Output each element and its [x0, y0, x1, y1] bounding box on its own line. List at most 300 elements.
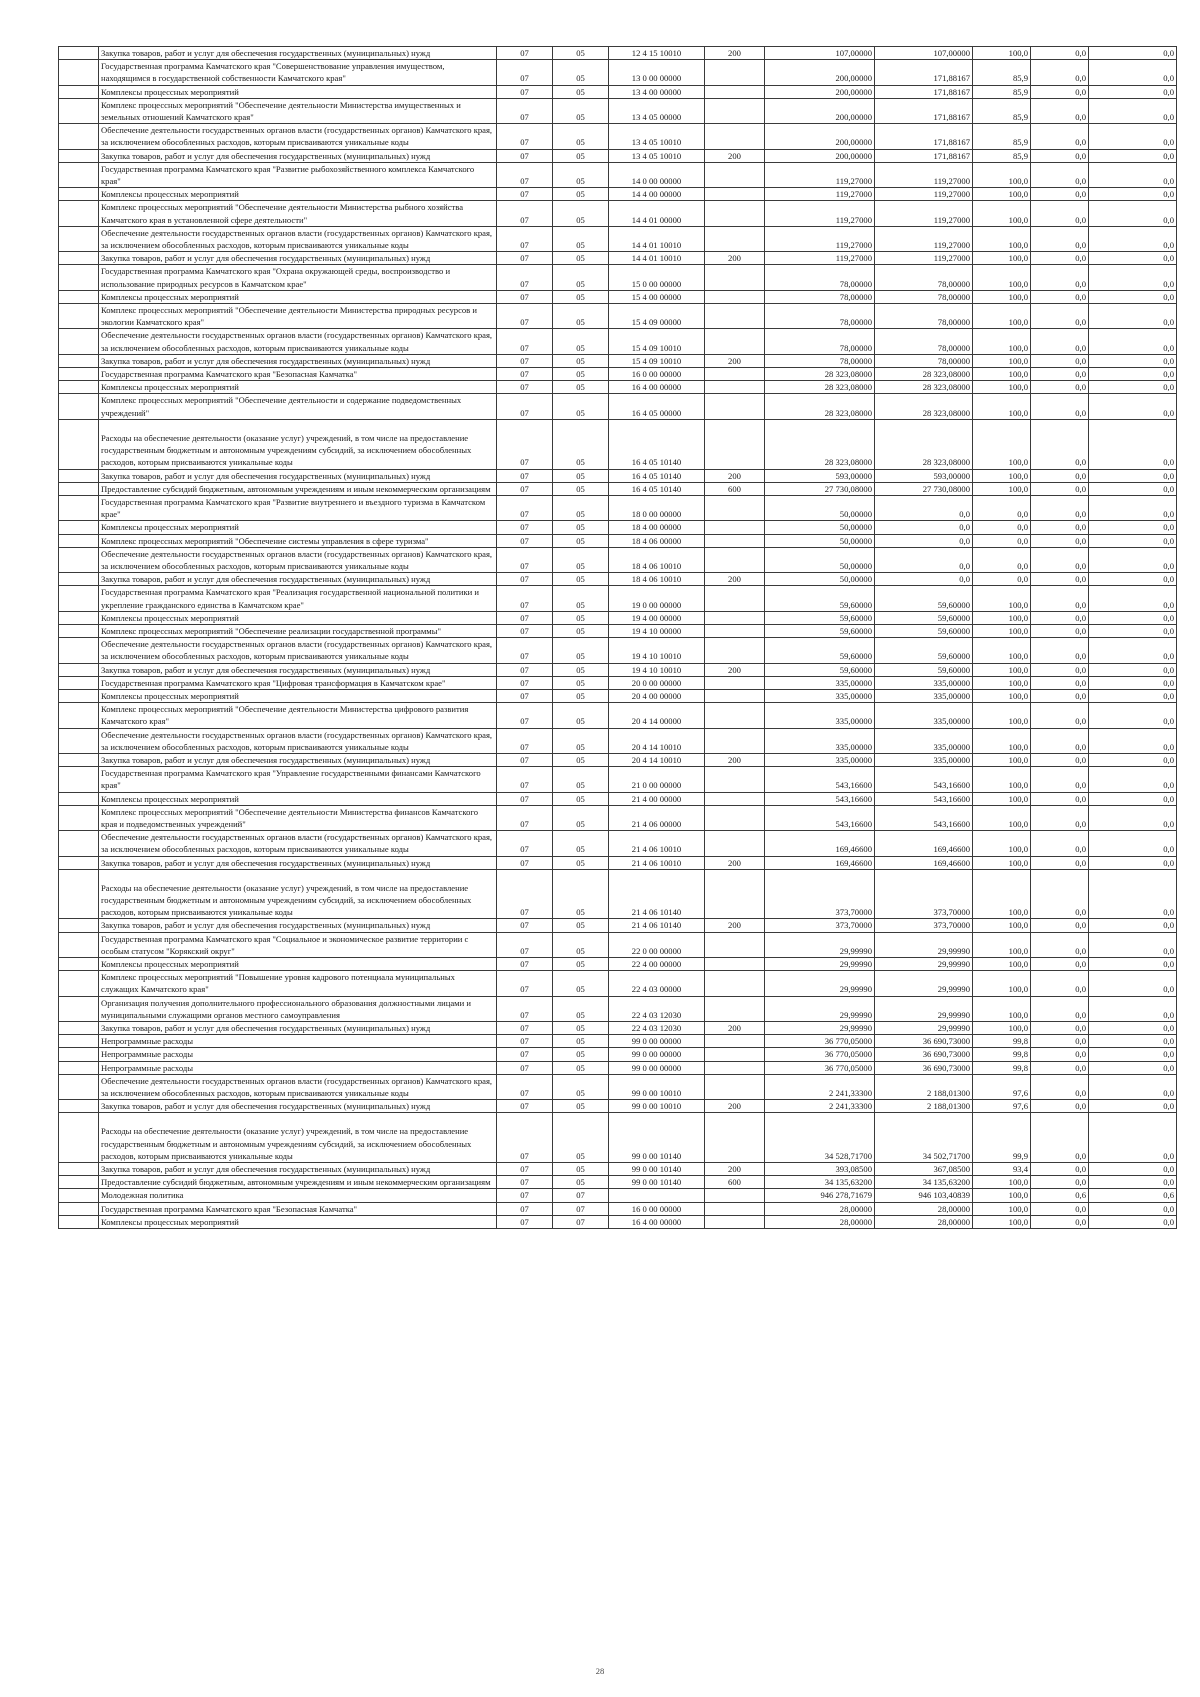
cell-share-2: 0,0	[1089, 805, 1177, 830]
cell-expense-type	[705, 547, 765, 572]
cell-target-article: 15 4 09 10010	[609, 329, 705, 354]
cell-subsection: 05	[553, 792, 609, 805]
cell-target-article: 12 4 15 10010	[609, 47, 705, 60]
cell-share-2: 0,0	[1089, 638, 1177, 663]
cell-target-article: 21 4 06 10140	[609, 869, 705, 919]
cell-section: 07	[497, 971, 553, 996]
cell-executed: 28 323,08000	[875, 419, 973, 469]
cell-share-1: 0,0	[1031, 919, 1089, 932]
cell-blank	[59, 996, 99, 1021]
cell-target-article: 19 4 00 00000	[609, 611, 705, 624]
cell-blank	[59, 856, 99, 869]
cell-target-article: 18 4 06 10010	[609, 573, 705, 586]
cell-executed: 78,00000	[875, 354, 973, 367]
cell-section: 07	[497, 676, 553, 689]
cell-target-article: 16 0 00 00000	[609, 1202, 705, 1215]
cell-share-2: 0,0	[1089, 1074, 1177, 1099]
table-row	[59, 354, 1177, 367]
cell-name: Комплексы процессных мероприятий	[99, 85, 497, 98]
cell-section: 07	[497, 1215, 553, 1228]
cell-executed: 543,16600	[875, 767, 973, 792]
cell-planned: 59,60000	[765, 624, 875, 637]
cell-share-1: 0,0	[1031, 534, 1089, 547]
cell-share-1: 0,0	[1031, 1022, 1089, 1035]
cell-subsection: 05	[553, 47, 609, 60]
cell-blank	[59, 85, 99, 98]
cell-share-1: 0,0	[1031, 792, 1089, 805]
cell-blank	[59, 304, 99, 329]
cell-target-article: 20 4 00 00000	[609, 689, 705, 702]
cell-target-article: 21 0 00 00000	[609, 767, 705, 792]
cell-percent: 100,0	[973, 188, 1031, 201]
cell-executed: 169,46600	[875, 831, 973, 856]
cell-expense-type	[705, 805, 765, 830]
cell-blank	[59, 638, 99, 663]
cell-name: Комплекс процессных мероприятий "Обеспечение деятельности Министерства природных ресурсов и экологии Камчатского края"	[99, 304, 497, 329]
cell-share-2: 0,0	[1089, 252, 1177, 265]
cell-blank	[59, 611, 99, 624]
cell-expense-type	[705, 624, 765, 637]
cell-share-2: 0,0	[1089, 703, 1177, 728]
cell-percent: 0,0	[973, 573, 1031, 586]
cell-percent: 100,0	[973, 663, 1031, 676]
cell-percent: 85,9	[973, 124, 1031, 149]
cell-blank	[59, 534, 99, 547]
cell-name: Обеспечение деятельности государственных органов власти (государственных органов) Камчатского края, за исключением обособленных расходов, которым присваиваются уникальные коды	[99, 638, 497, 663]
cell-share-2: 0,0	[1089, 1202, 1177, 1215]
cell-subsection: 05	[553, 586, 609, 611]
cell-section: 07	[497, 689, 553, 702]
cell-target-article: 16 4 00 00000	[609, 1215, 705, 1228]
cell-section: 07	[497, 728, 553, 753]
cell-percent: 100,0	[973, 831, 1031, 856]
cell-target-article: 18 0 00 00000	[609, 495, 705, 520]
cell-blank	[59, 265, 99, 290]
cell-planned: 335,00000	[765, 689, 875, 702]
cell-section: 07	[497, 1202, 553, 1215]
page-number: 28	[595, 1666, 605, 1676]
cell-executed: 119,27000	[875, 162, 973, 187]
cell-percent: 100,0	[973, 586, 1031, 611]
cell-share-1: 0,0	[1031, 958, 1089, 971]
cell-planned: 50,00000	[765, 547, 875, 572]
cell-target-article: 14 0 00 00000	[609, 162, 705, 187]
cell-blank	[59, 586, 99, 611]
table-row	[59, 98, 1177, 123]
cell-expense-type	[705, 85, 765, 98]
table-row	[59, 419, 1177, 469]
cell-share-1: 0,0	[1031, 611, 1089, 624]
cell-section: 07	[497, 586, 553, 611]
cell-target-article: 99 0 00 10140	[609, 1163, 705, 1176]
cell-share-2: 0,0	[1089, 124, 1177, 149]
cell-subsection: 05	[553, 188, 609, 201]
cell-subsection: 05	[553, 98, 609, 123]
cell-subsection: 07	[553, 1215, 609, 1228]
cell-percent: 100,0	[973, 469, 1031, 482]
cell-percent: 100,0	[973, 805, 1031, 830]
cell-expense-type: 200	[705, 663, 765, 676]
cell-subsection: 05	[553, 919, 609, 932]
cell-share-1: 0,0	[1031, 381, 1089, 394]
cell-subsection: 05	[553, 124, 609, 149]
cell-expense-type	[705, 728, 765, 753]
cell-expense-type	[705, 1113, 765, 1163]
cell-share-2: 0,0	[1089, 98, 1177, 123]
cell-subsection: 05	[553, 753, 609, 766]
cell-planned: 36 770,05000	[765, 1035, 875, 1048]
cell-target-article: 21 4 06 00000	[609, 805, 705, 830]
cell-planned: 29,99990	[765, 932, 875, 957]
cell-expense-type	[705, 98, 765, 123]
cell-planned: 78,00000	[765, 354, 875, 367]
cell-subsection: 05	[553, 1061, 609, 1074]
cell-blank	[59, 971, 99, 996]
cell-section: 07	[497, 381, 553, 394]
cell-blank	[59, 753, 99, 766]
cell-executed: 28 323,08000	[875, 381, 973, 394]
cell-expense-type	[705, 1074, 765, 1099]
cell-section: 07	[497, 1074, 553, 1099]
cell-section: 07	[497, 869, 553, 919]
cell-blank	[59, 419, 99, 469]
cell-executed: 335,00000	[875, 703, 973, 728]
cell-subsection: 05	[553, 329, 609, 354]
cell-executed: 29,99990	[875, 1022, 973, 1035]
cell-target-article: 99 0 00 00000	[609, 1035, 705, 1048]
cell-executed: 29,99990	[875, 971, 973, 996]
cell-name: Комплекс процессных мероприятий "Повышение уровня кадрового потенциала муниципальных служащих Камчатского края"	[99, 971, 497, 996]
cell-expense-type	[705, 1215, 765, 1228]
cell-section: 07	[497, 663, 553, 676]
cell-share-2: 0,0	[1089, 728, 1177, 753]
cell-name: Государственная программа Камчатского края "Управление государственными финансами Камчатского края"	[99, 767, 497, 792]
cell-percent: 100,0	[973, 290, 1031, 303]
cell-expense-type: 200	[705, 469, 765, 482]
cell-executed: 107,00000	[875, 47, 973, 60]
cell-blank	[59, 1176, 99, 1189]
cell-percent: 100,0	[973, 329, 1031, 354]
cell-expense-type: 600	[705, 1176, 765, 1189]
cell-planned: 36 770,05000	[765, 1048, 875, 1061]
cell-expense-type	[705, 1061, 765, 1074]
table-row	[59, 47, 1177, 60]
cell-name: Комплексы процессных мероприятий	[99, 381, 497, 394]
cell-name: Молодежная политика	[99, 1189, 497, 1202]
table-row	[59, 1113, 1177, 1163]
cell-share-1: 0,0	[1031, 1035, 1089, 1048]
cell-target-article: 21 4 06 10010	[609, 856, 705, 869]
table-row	[59, 767, 1177, 792]
cell-executed: 373,70000	[875, 869, 973, 919]
cell-target-article: 14 4 01 00000	[609, 201, 705, 226]
table-row	[59, 381, 1177, 394]
table-row	[59, 1202, 1177, 1215]
cell-planned: 50,00000	[765, 534, 875, 547]
cell-section: 07	[497, 534, 553, 547]
cell-percent: 100,0	[973, 1202, 1031, 1215]
cell-blank	[59, 1202, 99, 1215]
table-row	[59, 60, 1177, 85]
cell-planned: 27 730,08000	[765, 482, 875, 495]
cell-executed: 373,70000	[875, 919, 973, 932]
cell-share-2: 0,0	[1089, 958, 1177, 971]
cell-share-1: 0,0	[1031, 689, 1089, 702]
cell-section: 07	[497, 1100, 553, 1113]
cell-target-article: 21 4 06 10010	[609, 831, 705, 856]
cell-planned: 119,27000	[765, 201, 875, 226]
cell-subsection: 05	[553, 767, 609, 792]
cell-percent: 100,0	[973, 611, 1031, 624]
cell-expense-type	[705, 996, 765, 1021]
cell-share-2: 0,0	[1089, 47, 1177, 60]
cell-expense-type	[705, 1202, 765, 1215]
table-row	[59, 1215, 1177, 1228]
cell-name: Расходы на обеспечение деятельности (оказание услуг) учреждений, в том числе на предоставление государственным бюджетным и автономным учреждениям субсидий, за исключением обособленных расходов, которым присваиваются уникальные коды	[99, 419, 497, 469]
cell-expense-type: 200	[705, 573, 765, 586]
cell-blank	[59, 869, 99, 919]
cell-planned: 200,00000	[765, 124, 875, 149]
cell-subsection: 07	[553, 1202, 609, 1215]
cell-planned: 200,00000	[765, 98, 875, 123]
cell-expense-type	[705, 162, 765, 187]
cell-executed: 335,00000	[875, 689, 973, 702]
cell-percent: 100,0	[973, 265, 1031, 290]
cell-percent: 100,0	[973, 958, 1031, 971]
cell-target-article: 99 0 00 10140	[609, 1113, 705, 1163]
cell-share-2: 0,0	[1089, 495, 1177, 520]
cell-name: Государственная программа Камчатского края "Совершенствование управления имуществом, находящимся в государственной собственности Камчатского края"	[99, 60, 497, 85]
cell-blank	[59, 767, 99, 792]
cell-executed: 119,27000	[875, 252, 973, 265]
cell-blank	[59, 792, 99, 805]
table-row	[59, 1048, 1177, 1061]
cell-planned: 200,00000	[765, 149, 875, 162]
table-row	[59, 573, 1177, 586]
table-row	[59, 831, 1177, 856]
cell-percent: 0,0	[973, 534, 1031, 547]
cell-planned: 50,00000	[765, 573, 875, 586]
cell-name: Предоставление субсидий бюджетным, автономным учреждениям и иным некоммерческим организациям	[99, 1176, 497, 1189]
cell-expense-type: 200	[705, 919, 765, 932]
cell-name: Комплексы процессных мероприятий	[99, 290, 497, 303]
cell-name: Предоставление субсидий бюджетным, автономным учреждениям и иным некоммерческим организациям	[99, 482, 497, 495]
cell-expense-type: 600	[705, 482, 765, 495]
cell-executed: 169,46600	[875, 856, 973, 869]
table-row	[59, 919, 1177, 932]
cell-share-1: 0,0	[1031, 547, 1089, 572]
cell-share-1: 0,0	[1031, 753, 1089, 766]
cell-share-2: 0,0	[1089, 381, 1177, 394]
cell-expense-type: 200	[705, 753, 765, 766]
cell-expense-type	[705, 1035, 765, 1048]
table-row	[59, 521, 1177, 534]
cell-planned: 78,00000	[765, 304, 875, 329]
cell-planned: 119,27000	[765, 226, 875, 251]
cell-subsection: 05	[553, 1163, 609, 1176]
cell-percent: 99,8	[973, 1035, 1031, 1048]
cell-section: 07	[497, 856, 553, 869]
cell-blank	[59, 676, 99, 689]
cell-planned: 335,00000	[765, 676, 875, 689]
cell-share-2: 0,0	[1089, 201, 1177, 226]
cell-expense-type	[705, 689, 765, 702]
cell-section: 07	[497, 831, 553, 856]
table-row	[59, 689, 1177, 702]
cell-blank	[59, 521, 99, 534]
cell-blank	[59, 1061, 99, 1074]
cell-name: Комплекс процессных мероприятий "Обеспечение системы управления в сфере туризма"	[99, 534, 497, 547]
cell-target-article: 16 4 05 10140	[609, 482, 705, 495]
cell-percent: 100,0	[973, 919, 1031, 932]
cell-share-1: 0,0	[1031, 201, 1089, 226]
cell-section: 07	[497, 1113, 553, 1163]
cell-expense-type	[705, 419, 765, 469]
table-row	[59, 1189, 1177, 1202]
table-row	[59, 958, 1177, 971]
cell-target-article: 16 4 00 00000	[609, 381, 705, 394]
cell-subsection: 05	[553, 534, 609, 547]
cell-share-2: 0,0	[1089, 1163, 1177, 1176]
cell-subsection: 05	[553, 689, 609, 702]
cell-subsection: 05	[553, 521, 609, 534]
cell-subsection: 05	[553, 201, 609, 226]
cell-executed: 0,0	[875, 534, 973, 547]
cell-blank	[59, 290, 99, 303]
cell-target-article: 99 0 00 10010	[609, 1074, 705, 1099]
cell-blank	[59, 368, 99, 381]
cell-percent: 100,0	[973, 1176, 1031, 1189]
cell-target-article: 13 4 00 00000	[609, 85, 705, 98]
cell-name: Государственная программа Камчатского края "Реализация государственной национальной политики и укрепление гражданского единства в Камчатском крае"	[99, 586, 497, 611]
cell-executed: 59,60000	[875, 624, 973, 637]
cell-blank	[59, 1048, 99, 1061]
cell-name: Непрограммные расходы	[99, 1061, 497, 1074]
cell-planned: 28 323,08000	[765, 419, 875, 469]
cell-share-2: 0,0	[1089, 469, 1177, 482]
cell-subsection: 05	[553, 1074, 609, 1099]
cell-expense-type	[705, 495, 765, 520]
cell-share-1: 0,0	[1031, 1176, 1089, 1189]
cell-executed: 0,0	[875, 521, 973, 534]
table-row	[59, 1163, 1177, 1176]
cell-share-1: 0,0	[1031, 47, 1089, 60]
cell-target-article: 22 4 03 00000	[609, 971, 705, 996]
cell-percent: 100,0	[973, 394, 1031, 419]
cell-planned: 50,00000	[765, 521, 875, 534]
cell-target-article: 22 4 00 00000	[609, 958, 705, 971]
cell-executed: 27 730,08000	[875, 482, 973, 495]
cell-executed: 946 103,40839	[875, 1189, 973, 1202]
cell-subsection: 05	[553, 419, 609, 469]
cell-percent: 99,8	[973, 1048, 1031, 1061]
cell-share-1: 0,0	[1031, 1061, 1089, 1074]
cell-blank	[59, 919, 99, 932]
cell-subsection: 05	[553, 869, 609, 919]
cell-planned: 169,46600	[765, 856, 875, 869]
cell-blank	[59, 1189, 99, 1202]
cell-share-2: 0,0	[1089, 1215, 1177, 1228]
table-row	[59, 534, 1177, 547]
cell-name: Закупка товаров, работ и услуг для обеспечения государственных (муниципальных) нужд	[99, 354, 497, 367]
cell-planned: 34 135,63200	[765, 1176, 875, 1189]
cell-percent: 100,0	[973, 624, 1031, 637]
cell-blank	[59, 831, 99, 856]
cell-expense-type	[705, 201, 765, 226]
cell-executed: 34 502,71700	[875, 1113, 973, 1163]
cell-expense-type: 200	[705, 47, 765, 60]
cell-executed: 28,00000	[875, 1215, 973, 1228]
cell-name: Закупка товаров, работ и услуг для обеспечения государственных (муниципальных) нужд	[99, 1100, 497, 1113]
cell-blank	[59, 201, 99, 226]
cell-section: 07	[497, 521, 553, 534]
cell-share-1: 0,0	[1031, 252, 1089, 265]
cell-subsection: 05	[553, 624, 609, 637]
cell-name: Расходы на обеспечение деятельности (оказание услуг) учреждений, в том числе на предоставление государственным бюджетным и автономным учреждениям субсидий, за исключением обособленных расходов, которым присваиваются уникальные коды	[99, 1113, 497, 1163]
cell-executed: 2 188,01300	[875, 1074, 973, 1099]
cell-expense-type	[705, 831, 765, 856]
table-row	[59, 1074, 1177, 1099]
cell-planned: 119,27000	[765, 188, 875, 201]
cell-name: Обеспечение деятельности государственных органов власти (государственных органов) Камчатского края, за исключением обособленных расходов, которым присваиваются уникальные коды	[99, 124, 497, 149]
cell-name: Комплекс процессных мероприятий "Обеспечение деятельности и содержание подведомственных учреждений"	[99, 394, 497, 419]
cell-planned: 169,46600	[765, 831, 875, 856]
cell-blank	[59, 381, 99, 394]
cell-percent: 100,0	[973, 767, 1031, 792]
cell-share-2: 0,0	[1089, 394, 1177, 419]
cell-executed: 59,60000	[875, 611, 973, 624]
cell-section: 07	[497, 996, 553, 1021]
cell-name: Обеспечение деятельности государственных органов власти (государственных органов) Камчатского края, за исключением обособленных расходов, которым присваиваются уникальные коды	[99, 226, 497, 251]
cell-target-article: 14 4 00 00000	[609, 188, 705, 201]
cell-subsection: 05	[553, 304, 609, 329]
cell-section: 07	[497, 805, 553, 830]
cell-executed: 543,16600	[875, 792, 973, 805]
cell-blank	[59, 162, 99, 187]
cell-name: Обеспечение деятельности государственных органов власти (государственных органов) Камчатского края, за исключением обособленных расходов, которым присваиваются уникальные коды	[99, 831, 497, 856]
cell-section: 07	[497, 226, 553, 251]
cell-expense-type: 200	[705, 856, 765, 869]
cell-subsection: 05	[553, 547, 609, 572]
cell-executed: 335,00000	[875, 753, 973, 766]
cell-share-2: 0,0	[1089, 368, 1177, 381]
cell-expense-type	[705, 611, 765, 624]
cell-executed: 34 135,63200	[875, 1176, 973, 1189]
cell-expense-type	[705, 932, 765, 957]
cell-share-2: 0,0	[1089, 419, 1177, 469]
cell-subsection: 05	[553, 573, 609, 586]
cell-percent: 100,0	[973, 1189, 1031, 1202]
cell-target-article	[609, 1189, 705, 1202]
cell-name: Государственная программа Камчатского края "Охрана окружающей среды, воспроизводство и использование природных ресурсов в Камчатском крае"	[99, 265, 497, 290]
cell-share-2: 0,0	[1089, 932, 1177, 957]
cell-blank	[59, 1113, 99, 1163]
cell-section: 07	[497, 469, 553, 482]
cell-blank	[59, 1035, 99, 1048]
cell-share-2: 0,0	[1089, 831, 1177, 856]
cell-expense-type	[705, 534, 765, 547]
cell-share-2: 0,0	[1089, 482, 1177, 495]
cell-planned: 593,00000	[765, 469, 875, 482]
table-row	[59, 469, 1177, 482]
cell-target-article: 19 0 00 00000	[609, 586, 705, 611]
cell-share-1: 0,0	[1031, 521, 1089, 534]
cell-expense-type	[705, 60, 765, 85]
cell-blank	[59, 703, 99, 728]
cell-blank	[59, 149, 99, 162]
cell-subsection: 05	[553, 85, 609, 98]
cell-target-article: 16 4 05 10140	[609, 469, 705, 482]
